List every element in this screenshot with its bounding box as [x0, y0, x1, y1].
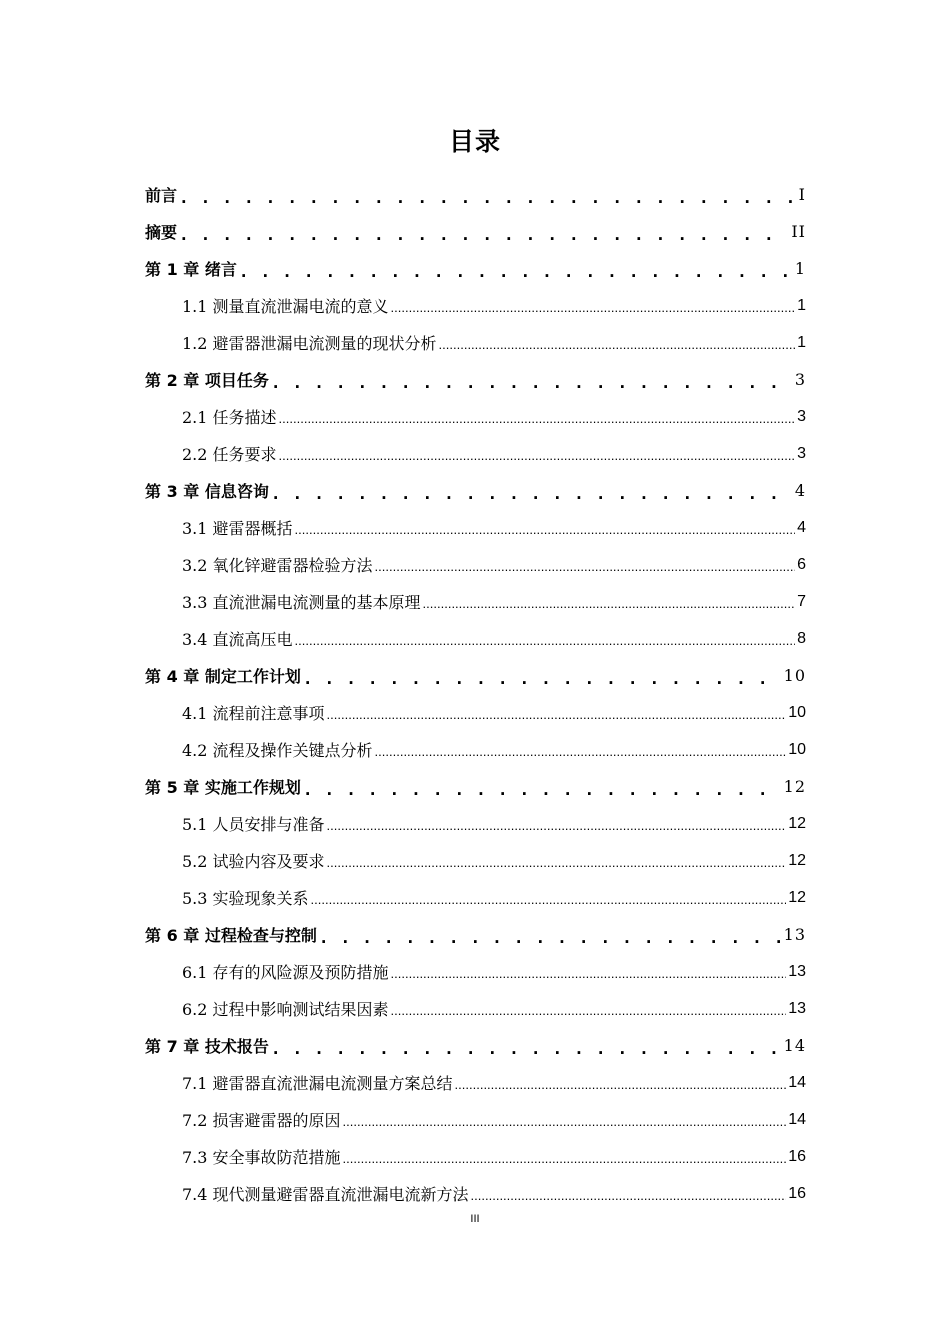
toc-entry-label: 7.1 避雷器直流泄漏电流测量方案总结 [182, 1074, 453, 1093]
toc-entry-page: 14 [788, 1073, 806, 1091]
toc-chapter-entry[interactable] [145, 361, 806, 398]
toc-chapter-entry[interactable] [145, 472, 806, 509]
toc-dot-leader [279, 447, 796, 467]
toc-dot-leader [271, 1039, 782, 1059]
toc-entry-page: 1 [797, 296, 806, 314]
toc-section-entry[interactable] [145, 842, 806, 879]
toc-section-entry[interactable] [145, 398, 806, 435]
toc-entry-label: 7.2 损害避雷器的原因 [182, 1111, 341, 1130]
toc-dot-leader [179, 225, 789, 245]
toc-entry-label: 4.2 流程及操作关键点分析 [182, 741, 373, 760]
toc-dot-leader [303, 780, 782, 800]
toc-entry-label: 第 5 章 实施工作规划 [145, 778, 301, 797]
toc-section-entry[interactable] [145, 953, 806, 990]
toc-section-entry[interactable] [145, 620, 806, 657]
toc-entry-label: 5.1 人员安排与准备 [182, 815, 325, 834]
toc-section-entry[interactable] [145, 509, 806, 546]
toc-entry-page: 16 [788, 1147, 806, 1165]
toc-dot-leader [239, 262, 793, 282]
toc-dot-leader [271, 373, 793, 393]
toc-dot-leader [295, 632, 796, 652]
toc-entry-label: 5.3 实验现象关系 [182, 889, 309, 908]
toc-section-entry[interactable] [145, 583, 806, 620]
toc-entry-label: 7.3 安全事故防范措施 [182, 1148, 341, 1167]
toc-dot-leader [343, 1150, 787, 1170]
toc-entry-page: 12 [788, 814, 806, 832]
toc-dot-leader [303, 669, 782, 689]
toc-entry-label: 1.1 测量直流泄漏电流的意义 [182, 297, 389, 316]
toc-entry-page: 3 [797, 407, 806, 425]
toc-dot-leader [295, 521, 796, 541]
toc-entry-label: 4.1 流程前注意事项 [182, 704, 325, 723]
toc-section-entry[interactable] [145, 1064, 806, 1101]
toc-entry-page: 16 [788, 1184, 806, 1202]
toc-chapter-entry[interactable] [145, 657, 806, 694]
toc-section-entry[interactable] [145, 1175, 806, 1212]
toc-dot-leader [271, 484, 793, 504]
toc-entry-page: I [798, 185, 806, 204]
toc-entry-label: 3.4 直流高压电 [182, 630, 293, 649]
toc-entry-page: 13 [788, 999, 806, 1017]
toc-entry-label: 6.1 存有的风险源及预防措施 [182, 963, 389, 982]
toc-entry-label: 2.2 任务要求 [182, 445, 277, 464]
toc-section-entry[interactable] [145, 731, 806, 768]
toc-entry-label: 3.2 氧化锌避雷器检验方法 [182, 556, 373, 575]
toc-section-entry[interactable] [145, 546, 806, 583]
toc-dot-leader [471, 1187, 787, 1207]
toc-entry-page: 10 [788, 703, 806, 721]
toc-entry-label: 前言 [145, 186, 178, 205]
toc-dot-leader [375, 558, 796, 578]
toc-entry-page: 6 [797, 555, 806, 573]
toc-dot-leader [375, 743, 787, 763]
toc-dot-leader [327, 854, 787, 874]
toc-dot-leader [179, 188, 797, 208]
toc-entry-label: 2.1 任务描述 [182, 408, 277, 427]
toc-entry-label: 第 7 章 技术报告 [145, 1037, 269, 1056]
toc-section-entry[interactable] [145, 805, 806, 842]
toc-dot-leader [439, 336, 796, 356]
page-number: III [470, 1213, 480, 1225]
toc-entry-label: 摘要 [145, 223, 178, 242]
toc-entry-page: 13 [788, 962, 806, 980]
toc-entry-label: 3.3 直流泄漏电流测量的基本原理 [182, 593, 421, 612]
toc-dot-leader [391, 299, 796, 319]
toc-section-entry[interactable] [145, 694, 806, 731]
toc-dot-leader [327, 706, 787, 726]
toc-entry-page: 3 [797, 444, 806, 462]
toc-chapter-entry[interactable] [145, 1027, 806, 1064]
toc-section-entry[interactable] [145, 990, 806, 1027]
toc-entry-page: 13 [783, 925, 806, 944]
toc-entry-label: 第 2 章 项目任务 [145, 371, 269, 390]
toc-dot-leader [391, 1002, 787, 1022]
toc-entry-label: 3.1 避雷器概括 [182, 519, 293, 538]
toc-section-entry[interactable] [145, 287, 806, 324]
toc-entry-page: 1 [794, 259, 806, 278]
toc-dot-leader [327, 817, 787, 837]
toc-entry-page: 3 [794, 370, 806, 389]
toc-entry-page: 4 [797, 518, 806, 536]
toc-chapter-entry[interactable] [145, 768, 806, 805]
toc-entry-page: 12 [783, 777, 806, 796]
toc-entry-page: II [791, 222, 806, 241]
toc-section-entry[interactable] [145, 435, 806, 472]
toc-entry-label: 6.2 过程中影响测试结果因素 [182, 1000, 389, 1019]
toc-chapter-entry[interactable] [145, 250, 806, 287]
toc-entry-page: 10 [783, 666, 806, 685]
toc-entry-page: 12 [788, 888, 806, 906]
toc-section-entry[interactable] [145, 1101, 806, 1138]
toc-section-entry[interactable] [145, 324, 806, 361]
toc-entry-page: 14 [788, 1110, 806, 1128]
toc-chapter-entry[interactable] [145, 916, 806, 953]
toc-entry-page: 4 [794, 481, 806, 500]
toc-entry-label: 7.4 现代测量避雷器直流泄漏电流新方法 [182, 1185, 469, 1204]
toc-dot-leader [279, 410, 796, 430]
toc-entry-label: 第 6 章 过程检查与控制 [145, 926, 317, 945]
toc-entry-page: 1 [797, 333, 806, 351]
toc-section-entry[interactable] [145, 1138, 806, 1175]
toc-entry-label: 第 4 章 制定工作计划 [145, 667, 301, 686]
toc-entry-page: 8 [797, 629, 806, 647]
toc-dot-leader [311, 891, 787, 911]
toc-entry-page: 10 [788, 740, 806, 758]
toc-entry-page: 12 [788, 851, 806, 869]
toc-dot-leader [319, 928, 782, 948]
page-title: 目录 [448, 127, 501, 156]
toc-entry-label: 第 1 章 绪言 [145, 260, 237, 279]
toc-dot-leader [391, 965, 787, 985]
toc-entry-label: 1.2 避雷器泄漏电流测量的现状分析 [182, 334, 437, 353]
toc-dot-leader [455, 1076, 787, 1096]
toc-entry-page: 7 [797, 592, 806, 610]
table-of-contents [145, 176, 806, 1212]
toc-chapter-entry[interactable] [145, 213, 806, 250]
toc-dot-leader [343, 1113, 787, 1133]
toc-dot-leader [423, 595, 796, 615]
toc-chapter-entry[interactable] [145, 176, 806, 213]
toc-entry-label: 5.2 试验内容及要求 [182, 852, 325, 871]
toc-section-entry[interactable] [145, 879, 806, 916]
toc-entry-label: 第 3 章 信息咨询 [145, 482, 269, 501]
toc-entry-page: 14 [783, 1036, 806, 1055]
